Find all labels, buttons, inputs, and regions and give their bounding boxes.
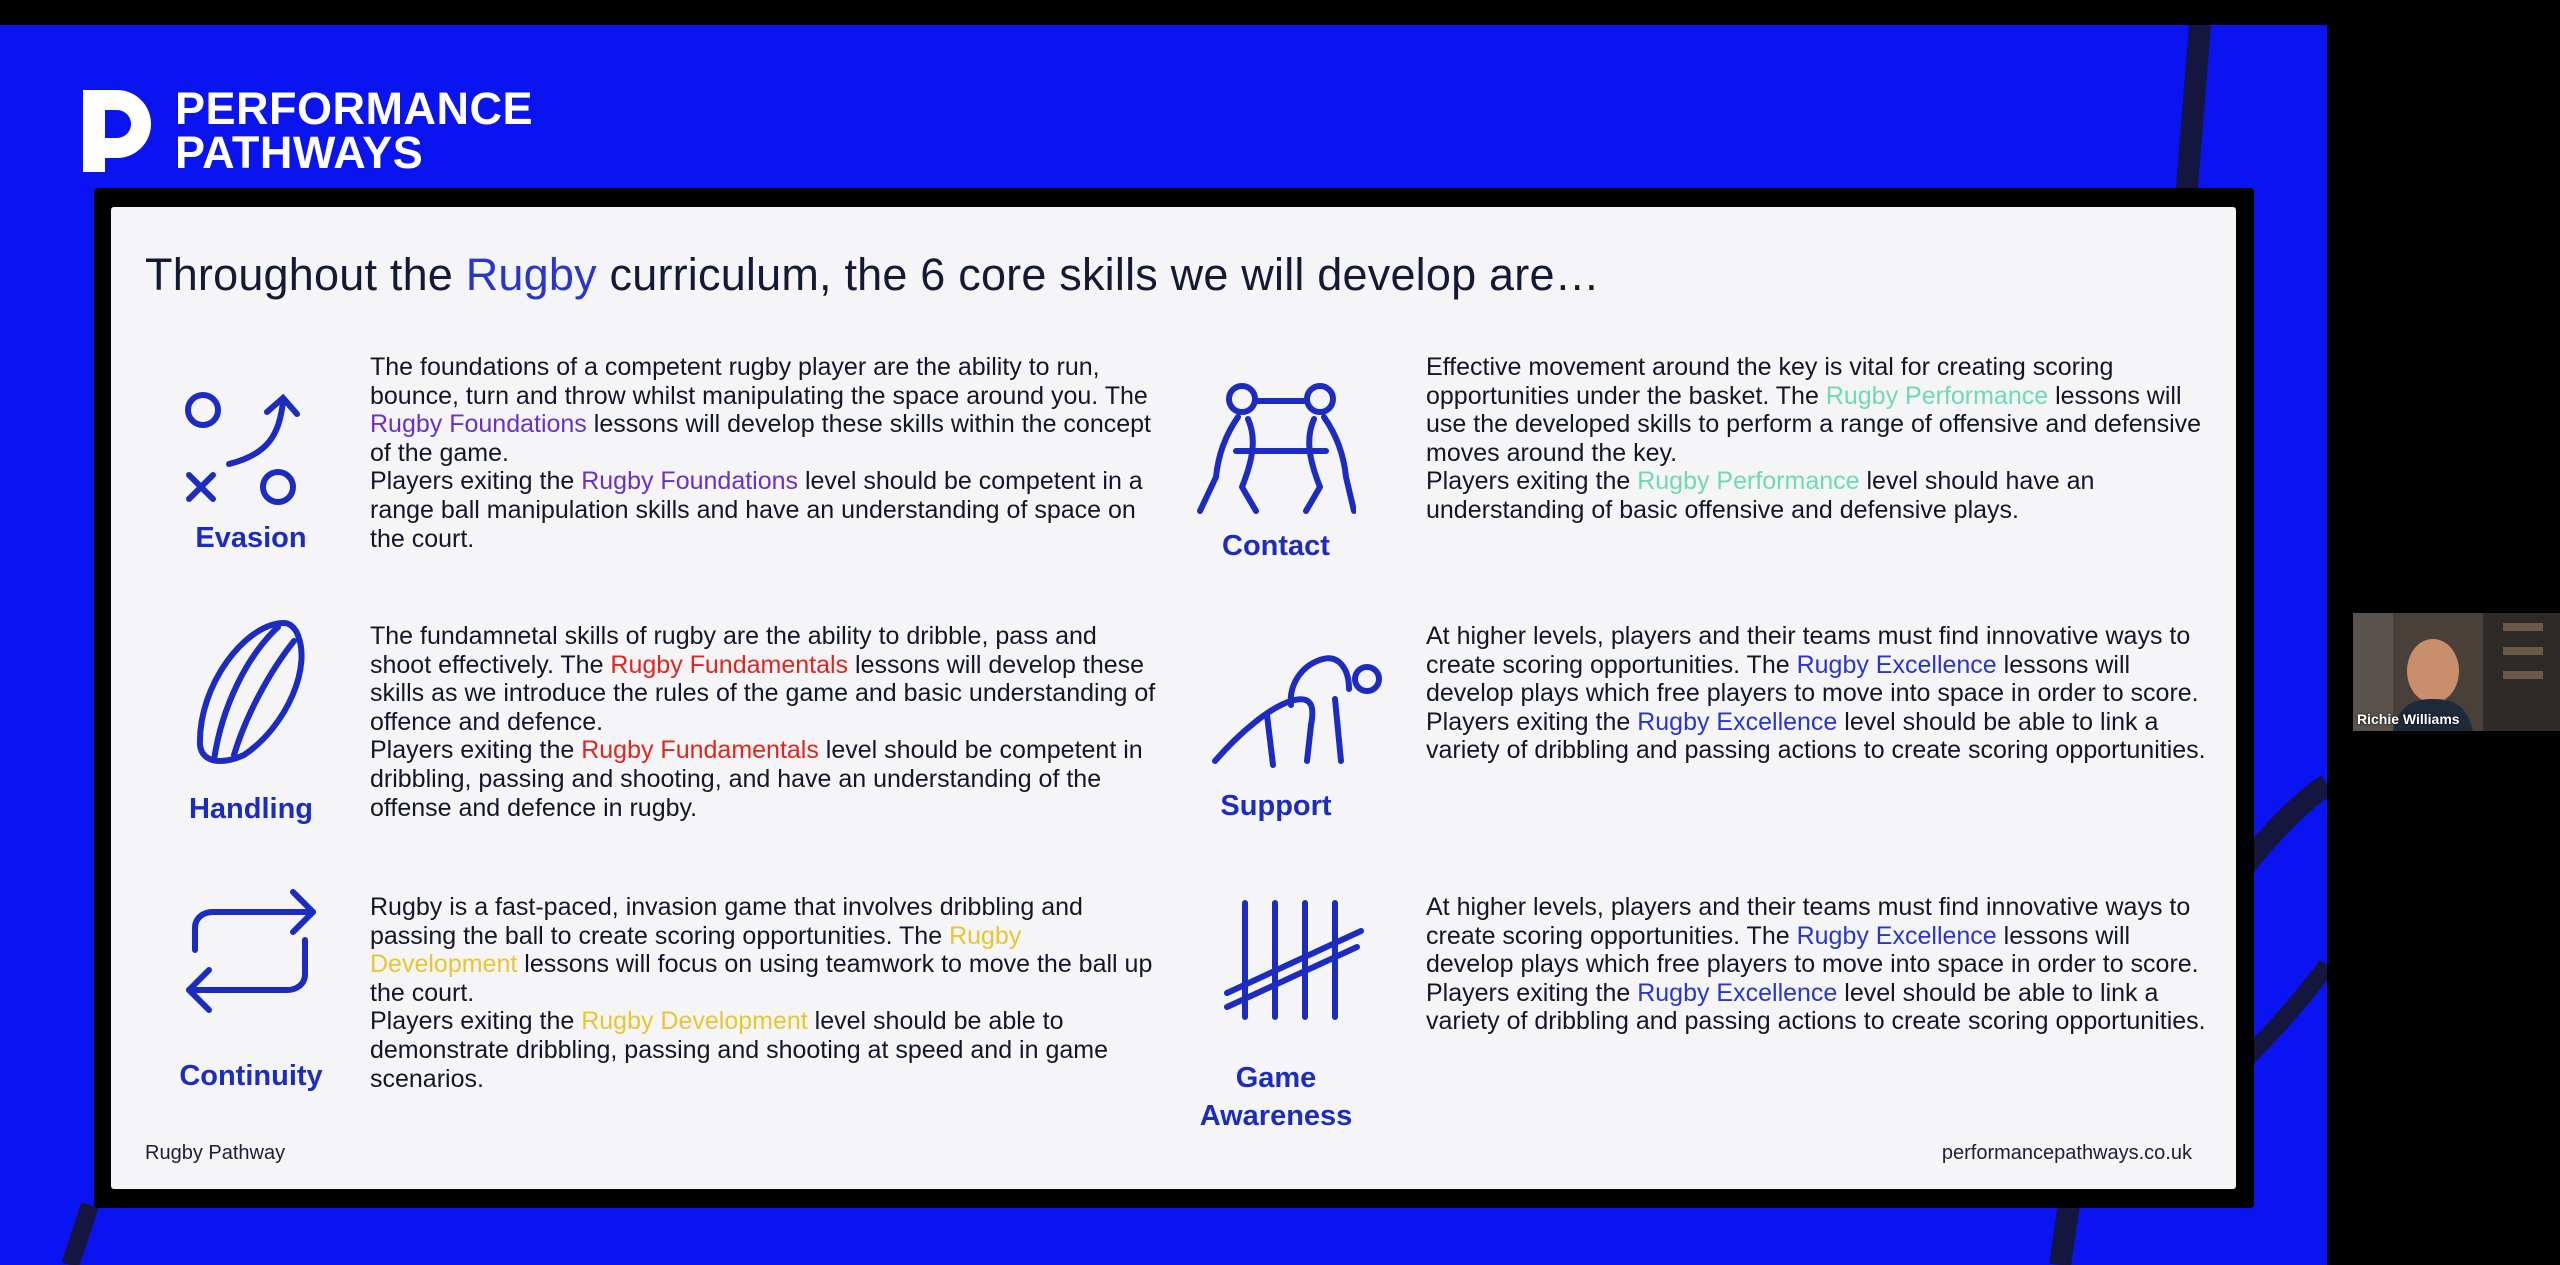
description-text: level should have an understanding of basic offensive and defensive plays. [1426, 467, 2095, 524]
description-text: Players exiting the [370, 736, 582, 765]
level-keyword: Rugby Fundamentals [581, 736, 819, 765]
level-keyword: Rugby Foundations [581, 467, 799, 496]
level-keyword: Rugby Performance [1637, 467, 1860, 496]
brand-name [175, 83, 534, 178]
scrum-icon [1196, 377, 1356, 527]
description-text: The fundamnetal skills of rugby are the ability to dribble, pass and shoot effectively. The [370, 622, 1097, 679]
description-text: Effective movement around the key is vital for creating scoring opportunities under the basket. The [1426, 353, 2114, 410]
skill-description [1426, 893, 2216, 1036]
description-text: Players exiting the [1426, 707, 1638, 736]
skill-description [370, 893, 1160, 1093]
description-text: Rugby is a fast-paced, invasion game that involves dribbling and passing the ball to create scoring opportunities. The [370, 893, 1083, 950]
skill-description [370, 622, 1160, 822]
description-text: level should be able to link a variety of dribbling and passing actions to create scoring opportunities. [1426, 978, 2206, 1036]
description-text: level should be competent in dribbling, passing and shooting, and have an understanding of the offense and defence in rugby. [370, 736, 1143, 822]
skill-label: Continuity [179, 1060, 323, 1092]
description-text: lessons will use the developed skills to perform a range of offensive and defensive moves around the key. [1426, 381, 2202, 467]
description-text: lessons will develop plays which free players to move into space in order to score. [1426, 650, 2199, 708]
description-text: At higher levels, players and their teams must find innovative ways to create scoring opportunities. The [1426, 893, 2191, 950]
skill-label: Support [1220, 790, 1332, 822]
level-keyword: Rugby Fundamentals [610, 650, 849, 679]
description-text: level should be competent in a range ball manipulation skills and have an understanding of space on the court. [370, 467, 1143, 553]
description-text: level should be able to link a variety of dribbling and passing actions to create scoring opportunities. [1426, 707, 2206, 765]
skill-description [370, 353, 1160, 553]
heading-pre: Throughout the [145, 249, 466, 300]
brand-logo [83, 83, 534, 178]
logo-mark-icon [83, 90, 153, 172]
player-pass-icon [1211, 645, 1391, 775]
level-keyword: Rugby Development [370, 921, 1022, 979]
skill-label: Game Awareness [1199, 1062, 1353, 1132]
slide-heading [145, 249, 1600, 301]
level-keyword: Rugby Performance [1825, 381, 2049, 410]
brand-line-2: PATHWAYS [175, 127, 424, 178]
level-keyword: Rugby Foundations [370, 410, 587, 439]
participant-name: Richie Williams [2357, 711, 2460, 727]
heading-post: curriculum, the 6 core skills we will develop are… [596, 249, 1600, 300]
description-text: The foundations of a competent rugby player are the ability to run, bounce, turn and throw whilst manipulating the space around you. The [370, 353, 1148, 410]
heading-highlight: Rugby [465, 249, 597, 300]
footer-right: performancepathways.co.uk [1941, 1142, 2192, 1164]
skill-description [1426, 353, 2216, 525]
rugby-ball-icon [186, 615, 310, 770]
description-text: level should be able to demonstrate dribbling, passing and shooting at speed and in game scenarios. [370, 1007, 1109, 1093]
description-text: lessons will focus on using teamwork to move the ball up the court. [370, 950, 1153, 1007]
level-keyword: Rugby Excellence [1796, 650, 1997, 679]
cycle-arrows-icon [175, 880, 325, 1030]
description-text: lessons will develop plays which free players to move into space in order to score. [1426, 921, 2199, 979]
level-keyword: Rugby Excellence [1796, 921, 1997, 950]
footer-left: Rugby Pathway [145, 1142, 286, 1164]
level-keyword: Rugby Excellence [1637, 978, 1838, 1007]
webcam-thumbnail[interactable] [2353, 613, 2560, 731]
skill-label: Contact [1222, 530, 1330, 562]
skill-label: Handling [188, 793, 314, 825]
description-text: Players exiting the [370, 1007, 582, 1036]
description-text: Players exiting the [370, 467, 582, 496]
tally-marks-icon [1221, 897, 1371, 1027]
description-text: Players exiting the [1426, 467, 1638, 496]
skill-label: Evasion [195, 522, 307, 554]
slide-content [111, 207, 2236, 1189]
description-text: Players exiting the [1426, 978, 1638, 1007]
brand-line-1: PERFORMANCE [175, 83, 534, 134]
level-keyword: Rugby Development [581, 1007, 808, 1036]
skill-description [1426, 622, 2216, 765]
description-text: lessons will develop these skills within the concept of the game. [370, 410, 1151, 467]
description-text: lessons will develop these skills as we introduce the rules of the game and basic understanding of offence and defence. [370, 650, 1156, 736]
level-keyword: Rugby Excellence [1637, 707, 1838, 736]
description-text: At higher levels, players and their teams must find innovative ways to create scoring opportunities. The [1426, 622, 2191, 679]
tactics-icon [179, 384, 309, 514]
